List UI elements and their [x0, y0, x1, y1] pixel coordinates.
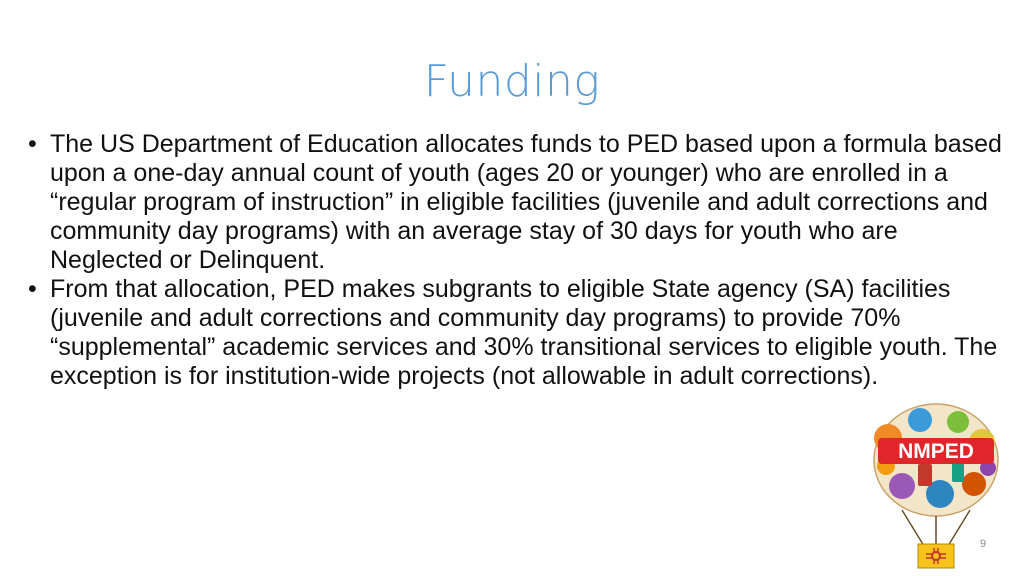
bullet-item [28, 130, 1013, 275]
bullet-text: From that allocation, PED makes subgrants to eligible State agency (SA) facilities (juvenile and adult corrections and community day programs) to provide 70% “supplemental” academic services and 30% transitional services to eligible youth. The exception is for institution-wide projects (not allowable in adult corrections). [50, 275, 998, 390]
bullet-glyph: • [28, 130, 37, 158]
page-number: 9 [980, 538, 987, 550]
nmped-balloon-logo [862, 398, 1010, 570]
logo-text: NMPED [898, 440, 974, 463]
bullet-text: The US Department of Education allocates funds to PED based upon a formula based upon a one-day annual count of youth (ages 20 or younger) who are enrolled in a “regular program of instruction” in eligible facilities (juvenile and adult corrections and community day programs) with an average stay of 30 days for youth who are Neglected or Delinquent. [50, 130, 1002, 274]
bullet-list [28, 130, 1013, 391]
slide-title: Funding [423, 56, 601, 107]
bullet-item [28, 275, 1013, 391]
bullet-glyph: • [28, 275, 37, 303]
zia-flag-basket [918, 544, 954, 568]
